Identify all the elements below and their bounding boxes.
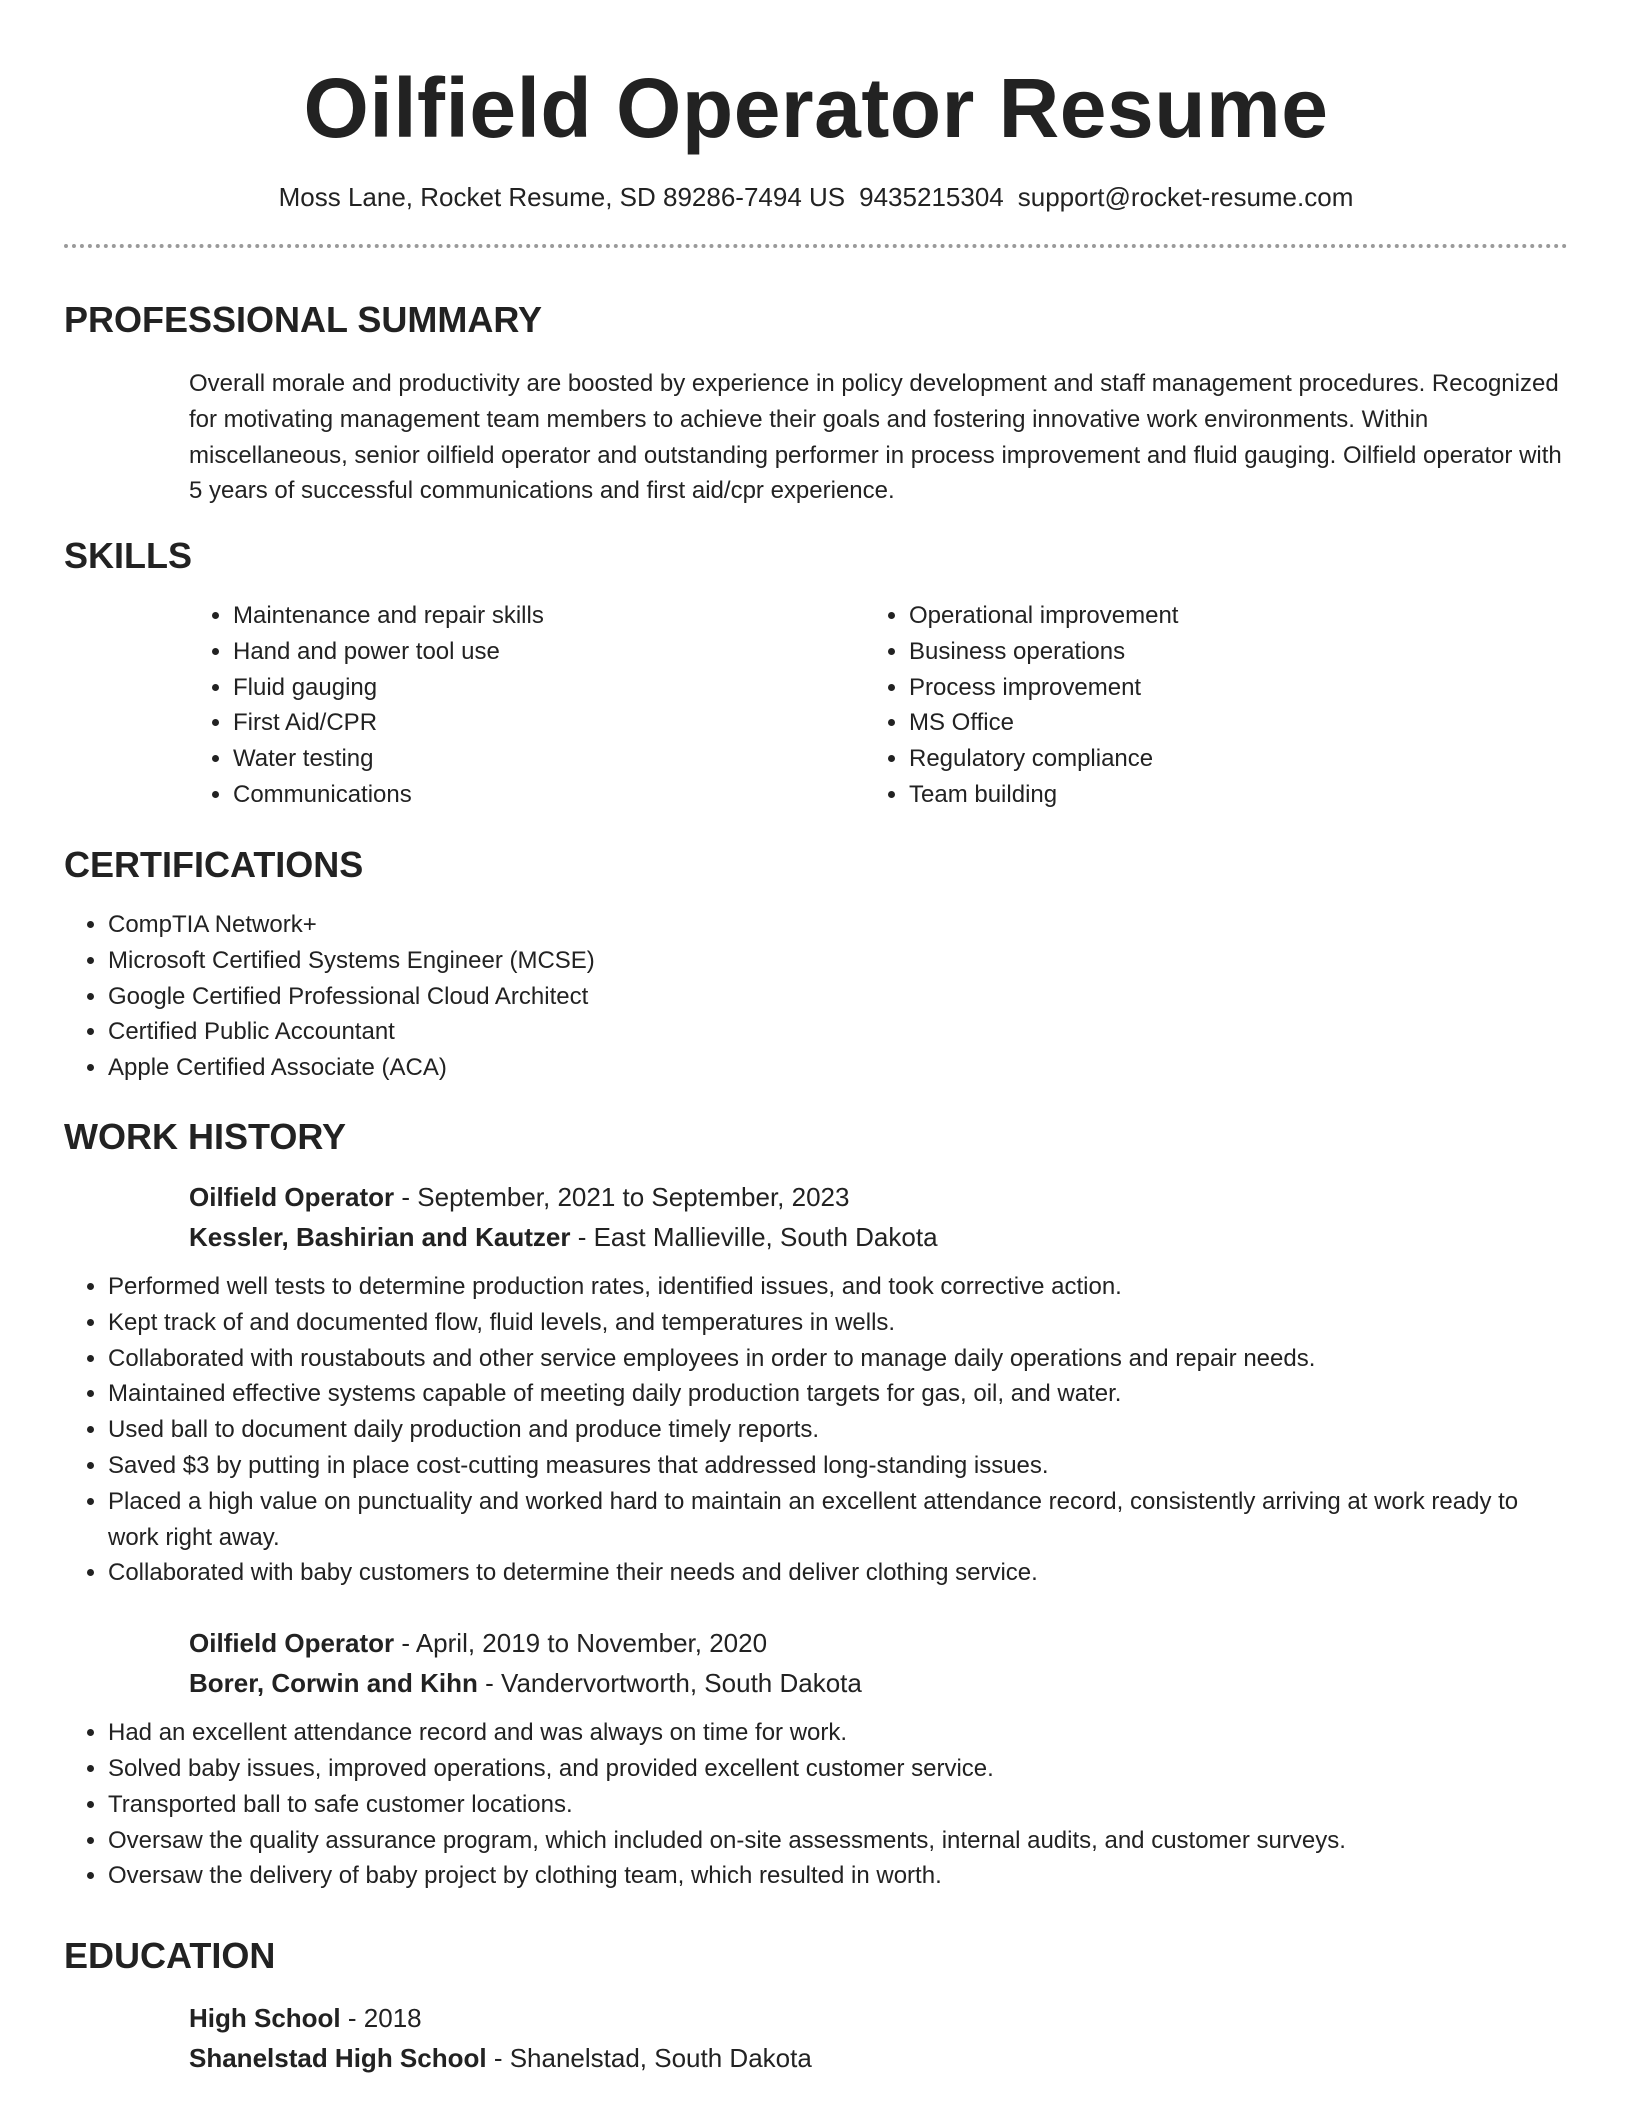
- job-title: Oilfield Operator: [189, 1182, 395, 1212]
- resume-title: Oilfield Operator Resume: [303, 61, 1329, 155]
- skill-item: • Team building: [909, 777, 1541, 813]
- education-degree-line: [189, 1998, 1568, 2038]
- contact-phone: 9435215304: [859, 182, 1004, 212]
- job-duty-item: • Had an excellent attendance record and was always on time for work.: [108, 1715, 1568, 1751]
- job-location: - Vandervortworth, South Dakota: [477, 1668, 862, 1699]
- job-company: Borer, Corwin and Kihn: [189, 1668, 478, 1699]
- education-degree: High School: [189, 2003, 341, 2033]
- certification-item: • Apple Certified Associate (ACA): [108, 1050, 1568, 1086]
- job-duty-item: • Transported ball to safe customer locations.: [108, 1787, 1568, 1823]
- job-duty-item: • Collaborated with roustabouts and other service employees in order to manage daily operations and repair needs.: [108, 1341, 1568, 1377]
- section-title-education: EDUCATION: [64, 1935, 276, 1976]
- skills-column-left: [189, 598, 865, 813]
- skill-item: • Communications: [233, 777, 865, 813]
- job-duty-item: • Kept track of and documented flow, fluid levels, and temperatures in wells.: [108, 1305, 1568, 1341]
- skill-item: • Water testing: [233, 741, 865, 777]
- education-location: - Shanelstad, South Dakota: [486, 2043, 812, 2073]
- job-company: Kessler, Bashirian and Kautzer: [189, 1222, 571, 1252]
- job-dates: - April, 2019 to November, 2020: [394, 1628, 768, 1659]
- skills-section: [64, 534, 1568, 813]
- skill-item: • Operational improvement: [909, 598, 1541, 634]
- section-title-skills: SKILLS: [64, 535, 193, 576]
- skill-item: • First Aid/CPR: [233, 705, 865, 741]
- certification-item: • CompTIA Network+: [108, 907, 1568, 943]
- education-school: Shanelstad High School: [189, 2043, 487, 2073]
- job-entry: [64, 1177, 1568, 1591]
- summary-section: [64, 298, 1568, 509]
- contact-address: Moss Lane, Rocket Resume, SD 89286-7494 US: [278, 182, 846, 212]
- job-title-line: [189, 1177, 1568, 1217]
- certification-item: • Microsoft Certified Systems Engineer (MCSE): [108, 943, 1568, 979]
- job-duty-item: • Placed a high value on punctuality and worked hard to maintain an excellent attendance record, consistently arriving at work ready to work right away.: [108, 1484, 1568, 1556]
- job-duty-item: • Solved baby issues, improved operations, and provided excellent customer service.: [108, 1751, 1568, 1787]
- job-duties-list: [64, 1269, 1568, 1591]
- job-duty-item: • Oversaw the delivery of baby project by clothing team, which resulted in worth.: [108, 1858, 1568, 1894]
- section-title-summary: PROFESSIONAL SUMMARY: [64, 299, 543, 340]
- certification-item: • Google Certified Professional Cloud Architect: [108, 979, 1568, 1015]
- skill-item: • Fluid gauging: [233, 670, 865, 706]
- skill-item: • Business operations: [909, 634, 1541, 670]
- skill-item: • Hand and power tool use: [233, 634, 865, 670]
- section-title-work-history: WORK HISTORY: [64, 1116, 347, 1157]
- job-company-line: [189, 1663, 1568, 1703]
- summary-text: Overall morale and productivity are boosted by experience in policy development and staff management procedures. Recognized for motivating management team members to achieve their goals and fostering innovative work environments. Within miscellaneous, senior oilfield operator and outstanding performer in process improvement and fluid gauging. Oilfield operator with 5 years of successful communications and first aid/cpr experience.: [189, 370, 1562, 505]
- header-divider: [64, 244, 1568, 248]
- skill-item: • Maintenance and repair skills: [233, 598, 865, 634]
- education-year: - 2018: [340, 2003, 422, 2033]
- job-company-line: [189, 1217, 1568, 1257]
- skills-grid: [189, 598, 1568, 813]
- job-title: Oilfield Operator: [189, 1628, 395, 1659]
- job-dates: - September, 2021 to September, 2023: [394, 1182, 850, 1212]
- education-school-line: [189, 2038, 1568, 2078]
- contact-email: support@rocket-resume.com: [1017, 182, 1354, 212]
- certifications-section: [64, 843, 1568, 1086]
- job-duty-item: • Saved $3 by putting in place cost-cutting measures that addressed long-standing issues.: [108, 1448, 1568, 1484]
- certifications-list: [64, 907, 1568, 1086]
- job-duty-item: • Collaborated with baby customers to determine their needs and deliver clothing service.: [108, 1555, 1568, 1591]
- certification-item: • Certified Public Accountant: [108, 1014, 1568, 1050]
- job-duty-item: • Oversaw the quality assurance program, which included on-site assessments, internal audits, and customer surveys.: [108, 1823, 1568, 1859]
- job-duty-item: • Used ball to document daily production and produce timely reports.: [108, 1412, 1568, 1448]
- skill-item: • MS Office: [909, 705, 1541, 741]
- job-duty-item: • Performed well tests to determine production rates, identified issues, and took corrective action.: [108, 1269, 1568, 1305]
- job-duties-list: [64, 1715, 1568, 1894]
- section-title-certifications: CERTIFICATIONS: [64, 844, 364, 885]
- contact-line: [64, 180, 1568, 214]
- education-entry: [64, 1998, 1568, 2078]
- work-history-section: [64, 1115, 1568, 1894]
- job-location: - East Mallieville, South Dakota: [570, 1222, 938, 1252]
- skills-column-right: [865, 598, 1541, 813]
- skill-item: • Process improvement: [909, 670, 1541, 706]
- job-duty-item: • Maintained effective systems capable of meeting daily production targets for gas, oil, and water.: [108, 1376, 1568, 1412]
- job-entry: [64, 1623, 1568, 1894]
- education-section: [64, 1934, 1568, 2078]
- skills-list-right: [865, 598, 1541, 813]
- skill-item: • Regulatory compliance: [909, 741, 1541, 777]
- skills-list-left: [189, 598, 865, 813]
- job-title-line: [189, 1623, 1568, 1663]
